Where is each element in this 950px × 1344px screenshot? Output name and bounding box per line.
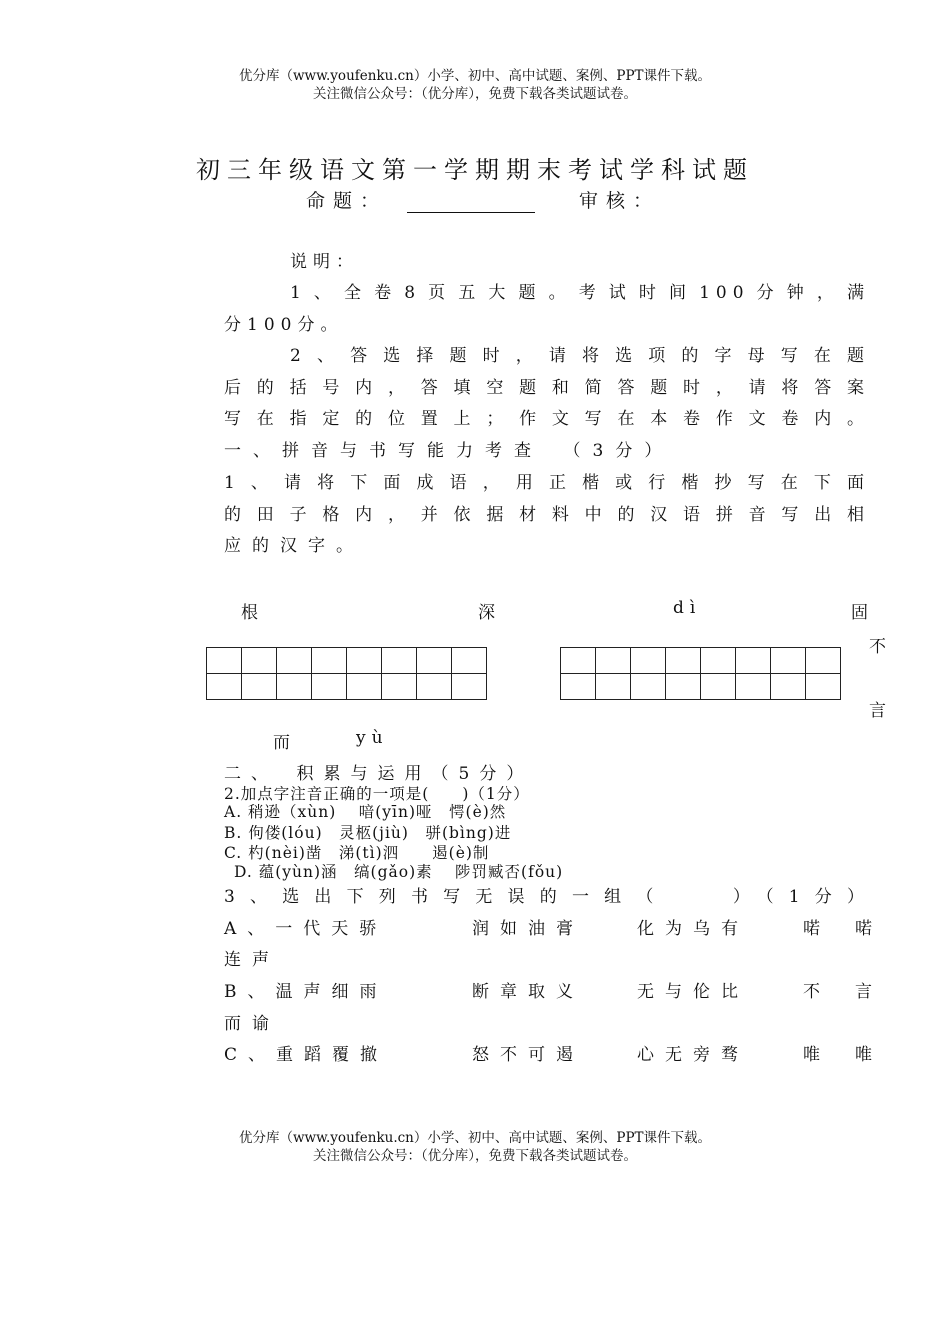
- q3-c-part2: 怒不可遏: [472, 1045, 584, 1065]
- header-line-2: 关注微信公众号：（优分库），免费下载各类试题试卷。: [313, 86, 637, 102]
- word-yan: 言: [869, 701, 892, 721]
- writing-grid-right[interactable]: [560, 647, 841, 700]
- q3-stem: 3、选出下列书写无误的一组（ ）（1分）: [224, 887, 870, 907]
- setter-blank[interactable]: [407, 190, 535, 213]
- word-gu: 固: [851, 603, 874, 623]
- intro-item2-line3: 写在指定的位置上；作文写在本卷作文卷内。: [224, 409, 870, 429]
- page-footer: [0, 1129, 950, 1165]
- exam-title: 初三年级语文第一学期期末考试学科试题: [196, 156, 754, 184]
- q3-b-part4: 不言: [803, 982, 907, 1002]
- q3-b-line2: 而谕: [224, 1014, 280, 1034]
- footer-line-2: 关注微信公众号：（优分库），免费下载各类试题试卷。: [313, 1148, 637, 1164]
- q3-a-part1: A、一代天骄: [224, 919, 388, 939]
- word-shen: 深: [478, 603, 501, 623]
- footer-line-1: 优分库（www.youfenku.cn）小学、初中、高中试题、案例、PPT课件下载。: [238, 1130, 712, 1146]
- q1-line1: 1、请将下面成语，用正楷或行楷抄写在下面: [224, 473, 870, 493]
- intro-heading: 说明：: [290, 252, 359, 272]
- intro-item1-line2: 分100分。: [224, 315, 344, 335]
- intro-item2-line2: 后的括号内，答填空题和简答题时，请将答案: [224, 378, 870, 398]
- word-er: 而: [273, 733, 296, 753]
- q3-b-part1: B、温声细雨: [224, 982, 388, 1002]
- intro-item2-line1: 2、答选择题时，请将选项的字母写在题: [290, 346, 870, 366]
- word-gen: 根: [241, 603, 264, 623]
- q3-a-part3: 化为乌有: [637, 919, 749, 939]
- q2-stem: 2.加点字注音正确的一项是( )（1分）: [224, 785, 530, 803]
- q3-b-part3: 无与伦比: [637, 982, 749, 1002]
- q3-a-line2: 连声: [224, 950, 280, 970]
- section1-heading: 一、拼音与书写能力考查 （3分）: [224, 441, 674, 461]
- q1-line2: 的田子格内，并依据材料中的汉语拼音写出相: [224, 505, 870, 525]
- q1-line3: 应的汉字。: [224, 536, 364, 556]
- q3-b-part2: 断章取义: [472, 982, 584, 1002]
- word-bu: 不: [869, 637, 892, 657]
- setter-reviewer-line: [306, 186, 660, 213]
- q2-option-c: C. 杓(nèi)凿 涕(tì)泗 遏(è)制: [224, 844, 490, 862]
- q3-c-part4: 唯唯: [803, 1045, 907, 1065]
- q2-option-a: A. 稍逊（xùn) 喑(yīn)哑 愕(è)然: [224, 803, 507, 821]
- q3-c-part1: C、重蹈覆撤: [224, 1045, 389, 1065]
- q2-option-b: B. 佝偻(lóu) 灵柩(jiù) 骈(bìng)进: [224, 824, 512, 842]
- q3-a-part4: 喏喏: [803, 919, 907, 939]
- word-di-pinyin: dì: [673, 598, 702, 618]
- word-yu-pinyin: yù: [356, 728, 389, 748]
- q3-a-part2: 润如油膏: [472, 919, 584, 939]
- setter-label: 命题：: [306, 190, 388, 212]
- page-header: [0, 67, 950, 103]
- writing-grid-left[interactable]: [206, 647, 487, 700]
- header-line-1: 优分库（www.youfenku.cn）小学、初中、高中试题、案例、PPT课件下载。: [238, 68, 712, 84]
- q2-option-d: D. 蕴(yùn)涵 缟(gǎo)素 陟罚臧否(fǒu): [234, 863, 564, 881]
- intro-item1-line1: 1、全卷8页五大题。考试时间100分钟，满: [290, 283, 870, 303]
- q3-c-part3: 心无旁骛: [637, 1045, 749, 1065]
- reviewer-label: 审核：: [579, 190, 661, 212]
- section2-heading: 二、 积累与运用（5分）: [224, 764, 534, 784]
